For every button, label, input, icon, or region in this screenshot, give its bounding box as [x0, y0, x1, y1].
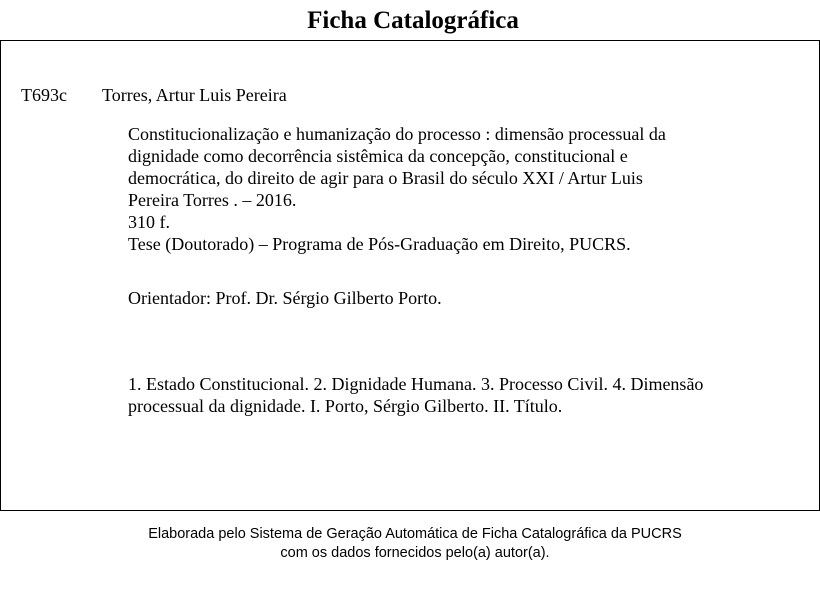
advisor-note	[96, 287, 786, 309]
subject-line: 1. Estado Constitucional. 2. Dignidade Humana. 3. Processo Civil. 4. Dimensão	[128, 374, 704, 394]
footer-line-2: com os dados fornecidos pelo(a) autor(a).	[280, 545, 550, 561]
subject-line: processual da dignidade. I. Porto, Sérgio Gilberto. II. Título.	[128, 396, 563, 416]
thesis-note	[96, 233, 786, 255]
footer-line-1: Elaborada pelo Sistema de Geração Automática de Ficha Catalográfica da PUCRS	[148, 526, 682, 542]
pages-text: 310 f.	[128, 212, 170, 232]
advisor-text: Orientador: Prof. Dr. Sérgio Gilberto Porto.	[128, 288, 442, 308]
catalog-card	[0, 40, 820, 511]
footer-note	[0, 525, 820, 563]
page-title: Ficha Catalográfica	[307, 7, 519, 34]
title-line: Pereira Torres . – 2016.	[128, 190, 297, 210]
thesis-text: Tese (Doutorado) – Programa de Pós-Graduação em Direito, PUCRS.	[128, 234, 631, 254]
title-statement	[96, 123, 786, 211]
subject-headings	[96, 373, 786, 417]
call-number: T693c	[21, 85, 67, 105]
title-line: dignidade como decorrência sistêmica da concepção, constitucional e	[128, 146, 628, 166]
title-line: Constitucionalização e humanização do processo : dimensão processual da	[128, 124, 666, 144]
pages-note	[96, 211, 786, 233]
title-line: democrática, do direito de agir para o Brasil do século XXI / Artur Luis	[128, 168, 643, 188]
author-entry: Torres, Artur Luis Pereira	[102, 85, 287, 105]
